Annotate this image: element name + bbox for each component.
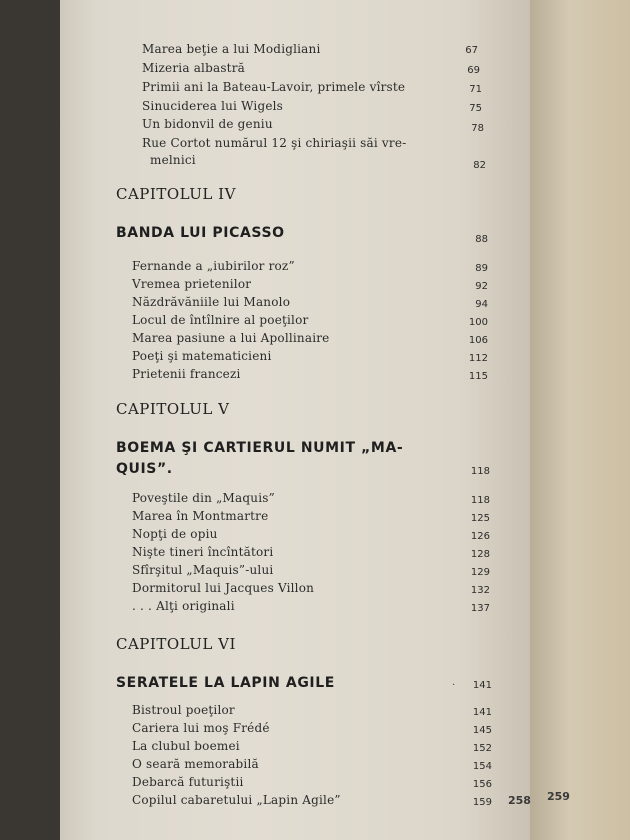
chapter-title: BANDA LUI PICASSO bbox=[116, 225, 285, 241]
toc-page-number: 106 bbox=[468, 335, 488, 346]
toc-entry: . . . Alţi originali bbox=[132, 599, 235, 613]
toc-entry: Marea în Montmartre bbox=[132, 509, 269, 523]
chapter-heading: CAPITOLUL IV bbox=[116, 185, 236, 203]
page-number-right: 259 bbox=[547, 790, 570, 803]
toc-entry: Fernande a „iubirilor roz” bbox=[132, 259, 295, 273]
toc-entry: La clubul boemei bbox=[132, 739, 240, 753]
toc-entry: Nişte tineri încîntători bbox=[132, 545, 274, 559]
toc-entry: Bistroul poeţilor bbox=[132, 703, 235, 717]
toc-page-number: 125 bbox=[470, 513, 490, 524]
toc-entry: Nopţi de opiu bbox=[132, 527, 218, 541]
toc-page-number: 132 bbox=[470, 585, 490, 596]
toc-entry: Marea pasiune a lui Apollinaire bbox=[132, 331, 330, 345]
toc-entry: melnici bbox=[150, 153, 196, 167]
chapter-title: BOEMA ŞI CARTIERUL NUMIT „MA- bbox=[116, 440, 404, 456]
toc-page-number: 115 bbox=[468, 371, 488, 382]
toc-page-number: 112 bbox=[468, 353, 488, 364]
toc-entry: Sfîrşitul „Maquis”-ului bbox=[132, 563, 274, 577]
toc-page-number: 75 bbox=[469, 103, 482, 114]
chapter-heading: CAPITOLUL V bbox=[116, 400, 230, 418]
toc-page-number: 141 bbox=[472, 707, 492, 718]
chapter-title-continued: QUIS”. bbox=[116, 461, 173, 477]
toc-page-number: 141 bbox=[472, 680, 492, 691]
toc-entry: Debarcă futuriştii bbox=[132, 775, 244, 789]
toc-page-number: 78 bbox=[471, 123, 484, 134]
toc-page-number: 152 bbox=[472, 743, 492, 754]
toc-page-number: 71 bbox=[469, 84, 482, 95]
toc-entry: Prietenii francezi bbox=[132, 367, 241, 381]
toc-page-number: 82 bbox=[473, 160, 486, 171]
toc-page-number: 129 bbox=[470, 567, 490, 578]
book-page-right bbox=[530, 0, 630, 840]
toc-page-number: 89 bbox=[475, 263, 488, 274]
toc-page-number: 92 bbox=[475, 281, 488, 292]
toc-page-number: 156 bbox=[472, 779, 492, 790]
toc-entry: Un bidonvil de geniu bbox=[142, 117, 273, 131]
toc-entry: Rue Cortot numărul 12 şi chiriaşii săi vre- bbox=[142, 136, 407, 150]
chapter-title: SERATELE LA LAPIN AGILE bbox=[116, 675, 335, 691]
toc-entry: Dormitorul lui Jacques Villon bbox=[132, 581, 315, 595]
toc-entry: Poveştile din „Maquis” bbox=[132, 491, 275, 505]
toc-entry: Poeţi şi matematicieni bbox=[132, 349, 272, 363]
toc-page-number: 67 bbox=[465, 45, 478, 56]
toc-entry: O seară memorabilă bbox=[132, 757, 259, 771]
toc-page-number: 145 bbox=[472, 725, 492, 736]
toc-page-number: 88 bbox=[475, 234, 488, 245]
toc-entry: Năzdrăvăniile lui Manolo bbox=[132, 295, 291, 309]
page-number-left: 258 bbox=[508, 794, 531, 807]
toc-entry: Primii ani la Bateau-Lavoir, primele vîrste bbox=[142, 80, 406, 94]
toc-page-number: 128 bbox=[470, 549, 490, 560]
toc-page-number: 69 bbox=[467, 65, 480, 76]
toc-page-number: 137 bbox=[470, 603, 490, 614]
toc-entry: Copilul cabaretului „Lapin Agile” bbox=[132, 793, 341, 807]
toc-page-number: 159 bbox=[472, 797, 492, 808]
leader-dots: · bbox=[452, 680, 456, 691]
toc-entry: Sinuciderea lui Wigels bbox=[142, 99, 284, 113]
chapter-heading: CAPITOLUL VI bbox=[116, 635, 236, 653]
toc-page-number: 126 bbox=[470, 531, 490, 542]
toc-entry: Mizeria albastră bbox=[142, 61, 245, 75]
toc-page-number: 154 bbox=[472, 761, 492, 772]
toc-entry: Locul de întîlnire al poeţilor bbox=[132, 313, 309, 327]
toc-page-number: 94 bbox=[475, 299, 488, 310]
toc-page-number: 100 bbox=[468, 317, 488, 328]
toc-page-number: 118 bbox=[470, 495, 490, 506]
toc-page-number: 118 bbox=[470, 466, 490, 477]
toc-entry: Vremea prietenilor bbox=[132, 277, 252, 291]
toc-entry: Marea beţie a lui Modigliani bbox=[142, 42, 321, 56]
toc-entry: Cariera lui moş Frédé bbox=[132, 721, 270, 735]
